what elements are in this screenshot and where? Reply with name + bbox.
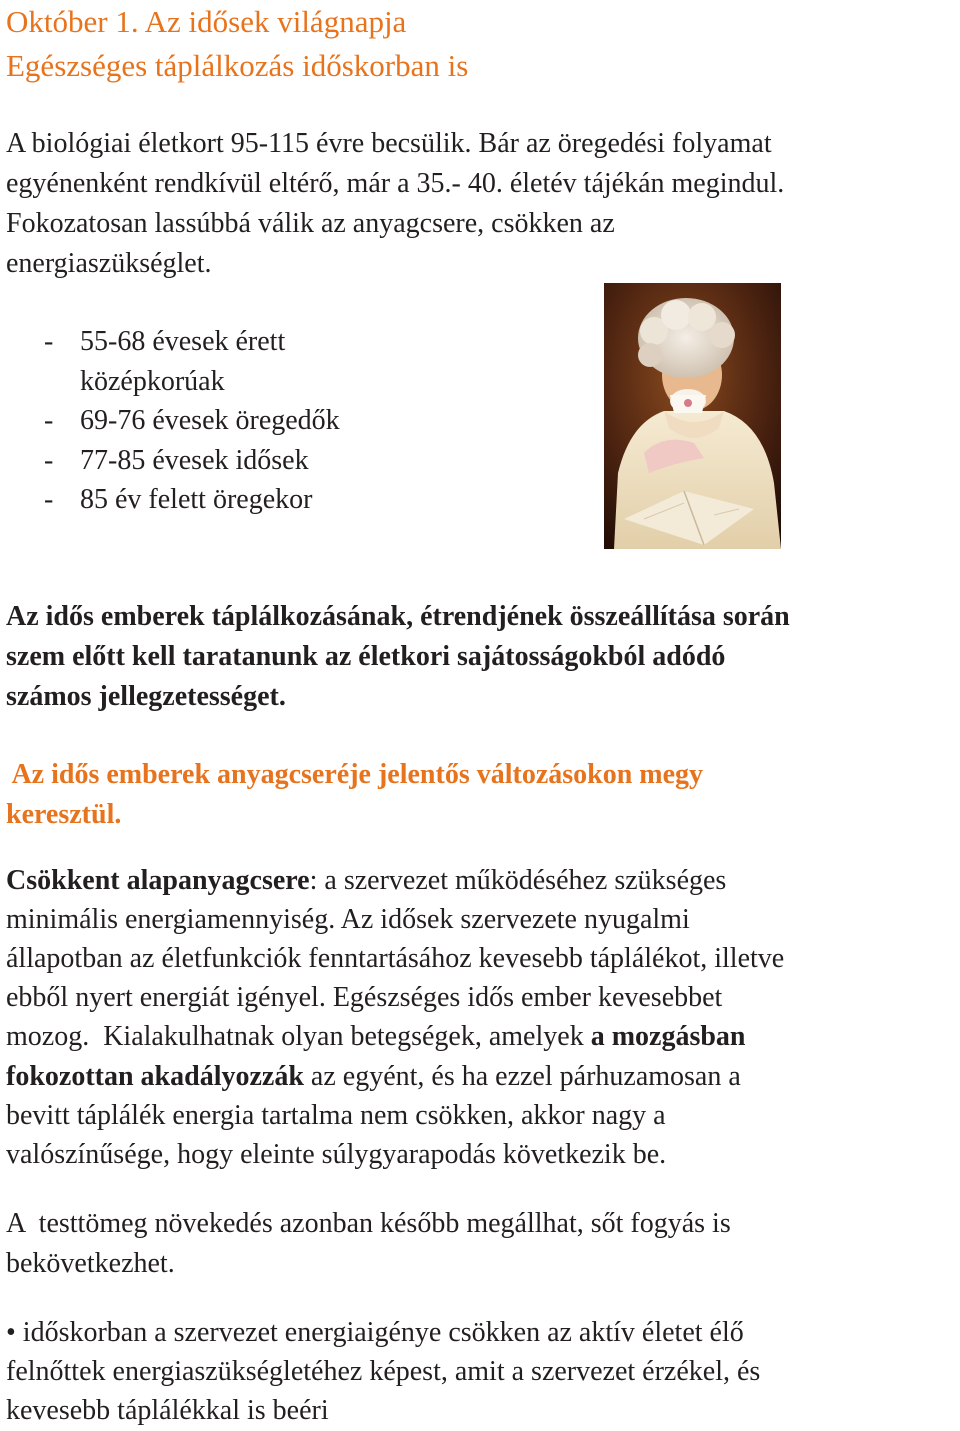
intro-line: energiaszükséglet. <box>6 248 212 279</box>
bullet-line: kevesebb táplálékkal is beéri <box>6 1395 329 1426</box>
list-item: - 69-76 évesek öregedők <box>44 405 340 436</box>
intro-line: A biológiai életkort 95-115 évre becsülik. Bár az öregedési folyamat <box>6 128 772 159</box>
elderly-woman-drinking-tea-icon <box>604 283 781 549</box>
paragraph-line: állapotban az életfunkciók fenntartásához kevesebb táplálékot, illetve <box>6 943 785 974</box>
list-item: - 55-68 évesek érett <box>44 326 286 357</box>
bullet-line: • időskorban a szervezet energiaigénye csökken az aktív életet élő <box>6 1317 744 1348</box>
title-line-2: Egészséges táplálkozás időskorban is <box>6 48 469 83</box>
list-item: - 85 év felett öregekor <box>44 484 313 515</box>
title-line-1: Október 1. Az idősek világnapja <box>6 4 407 39</box>
paragraph-line: fokozottan akadályozzák az egyént, és ha ezzel párhuzamosan a <box>6 1061 741 1092</box>
age-group-list <box>44 322 340 520</box>
elderly-woman-photo <box>604 283 781 549</box>
emphasis-bold: a mozgásban <box>590 1021 746 1052</box>
bold-line: Az idős emberek táplálkozásának, étrendjének összeállítása során <box>6 601 790 632</box>
paragraph-line: minimális energiamennyiség. Az idősek szervezete nyugalmi <box>6 904 690 935</box>
paragraph-line: bekövetkezhet. <box>6 1248 175 1279</box>
intro-line: Fokozatosan lassúbbá válik az anyagcsere, csökken az <box>6 208 615 239</box>
paragraph-line: valószínűsége, hogy eleinte súlygyarapodás következik be. <box>6 1139 667 1170</box>
heading-line: Az idős emberek anyagcseréje jelentős változásokon megy <box>6 759 704 790</box>
paragraph-line: Csökkent alapanyagcsere: a szervezet működéséhez szükséges <box>6 865 727 896</box>
paragraph-line: A testtömeg növekedés azonban később megállhat, sőt fogyás is <box>6 1208 731 1239</box>
emphasis-bold: fokozottan akadályozzák <box>6 1061 304 1092</box>
bold-line: szem előtt kell taratanunk az életkori sajátosságokból adódó <box>6 641 726 672</box>
paragraph-line: mozog. Kialakulhatnak olyan betegségek, amelyek a mozgásban <box>6 1021 746 1052</box>
list-item-continuation: középkorúak <box>80 365 225 397</box>
term-bold: Csökkent alapanyagcsere <box>6 865 310 896</box>
bullet-line: felnőttek energiaszükségletéhez képest, amit a szervezet érzékel, és <box>6 1356 761 1387</box>
paragraph-line: bevitt táplálék energia tartalma nem csökken, akkor nagy a <box>6 1100 666 1131</box>
heading-line: keresztül. <box>6 799 122 830</box>
paragraph-line: ebből nyert energiát igényel. Egészséges idős ember kevesebbet <box>6 982 723 1013</box>
bold-line: számos jellegzetességet. <box>6 681 286 712</box>
list-item: - 77-85 évesek idősek <box>44 444 309 476</box>
intro-line: egyénenként rendkívül eltérő, már a 35.- 40. életév tájékán megindul. <box>6 168 785 199</box>
